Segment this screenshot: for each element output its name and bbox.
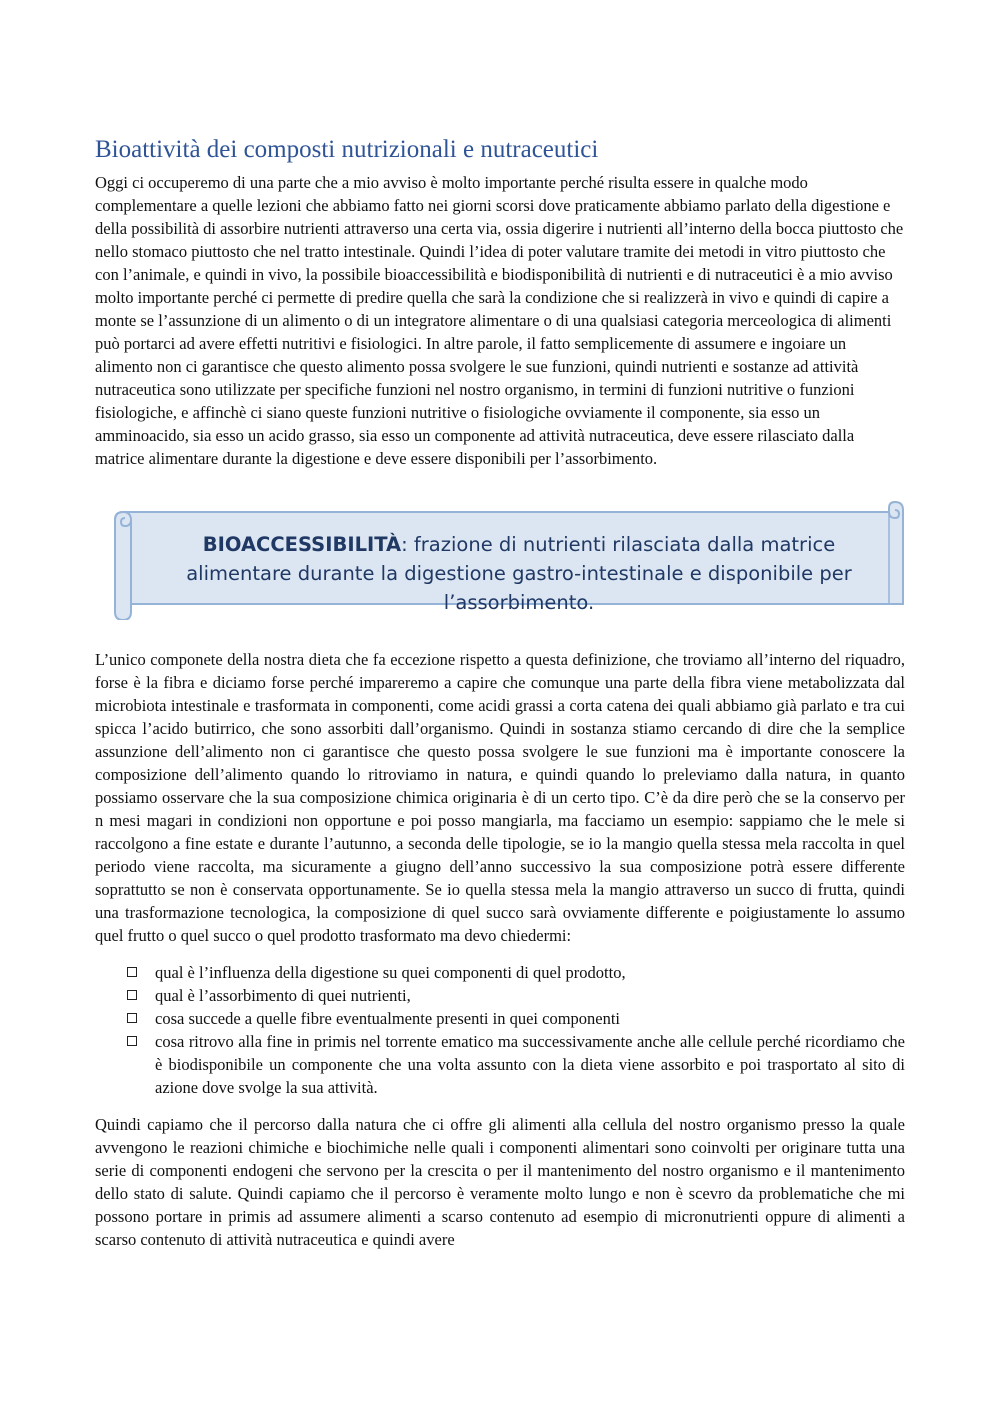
square-bullet-icon xyxy=(127,1013,137,1023)
list-item xyxy=(95,1030,905,1099)
final-paragraph: Quindi capiamo che il percorso dalla natura che ci offre gli alimenti alla cellula del nostro organismo presso la quale avvengono le reazioni chimiche e biochimiche nelle quali i componenti alimentari sono coinvolti per originare tutta una serie di componenti endogeni che servono per la crescita o per il mantenimento del nostro organismo e il mantenimento dello stato di salute. Quindi capiamo che il percorso è veramente molto lungo e non è scevro da problematiche che mi possono portare in primis ad assumere alimenti a scarso contenuto ad esempio di micronutrienti oppure di alimenti a scarso contenuto di attività nutraceutica e quindi avere xyxy=(95,1115,905,1249)
definition-scroll-box xyxy=(109,500,909,620)
square-bullet-icon xyxy=(127,967,137,977)
list-item xyxy=(95,1007,905,1030)
square-bullet-icon xyxy=(127,990,137,1000)
list-item-text: qual è l’assorbimento di quei nutrienti, xyxy=(155,986,411,1005)
question-list xyxy=(95,961,905,1099)
list-item xyxy=(95,984,905,1007)
definition-term: BIOACCESSIBILITÀ xyxy=(202,533,402,556)
list-item-text: cosa succede a quelle fibre eventualmente presenti in quei componenti xyxy=(155,1009,621,1028)
document-page xyxy=(95,135,905,1251)
list-item-text: qual è l’influenza della digestione su quei componenti di quel prodotto, xyxy=(155,963,626,982)
list-item-text: cosa ritrovo alla fine in primis nel torrente ematico ma successivamente anche alle cellule perché ricordiamo che è biodisponibile un componente che una volta assunto con la dieta viene assorbito e poi trasportato al sito di azione dove svolge la sua attività. xyxy=(155,1032,905,1097)
intro-paragraph: Oggi ci occuperemo di una parte che a mio avviso è molto importante perché risulta essere in qualche modo complementare a quelle lezioni che abbiamo fatto nei giorni scorsi dove praticamente abbiamo parlato della digestione e della possibilità di assorbire nutrienti attraverso una certa via, ossia digerire i nutrienti all’interno della bocca piuttosto che nello stomaco piuttosto che nel tratto intestinale. Quindi l’idea di poter valutare tramite dei metodi in vitro piuttosto che con l’animale, e quindi in vivo, la possibile bioaccessibilità e biodisponibilità di nutrienti e di nutraceutici è a mio avviso molto importante perché ci permette di predire quella che sarà la condizione che si realizzerà in vivo e quindi di capire a monte se l’assunzione di un alimento o di un integratore alimentare o di una qualsiasi categoria merceologica di alimenti può portarci ad avere effetti nutritivi e fisiologici. In altre parole, il fatto semplicemente di assumere e ingoiare un alimento non ci garantisce che questo alimento possa svolgere le sue funzioni, quindi nutrienti e sostanze ad attività nutraceutica sono utilizzate per specifiche funzioni nel nostro organismo, in termini di funzioni nutritive o funzioni fisiologiche, e affinchè ci siano queste funzioni nutritive o fisiologiche ovviamente il componente, sia esso un amminoacido, sia esso un acido grasso, sia esso un componente ad attività nutraceutica, deve essere rilasciato dalla matrice alimentare durante la digestione e deve essere disponibili per l’assorbimento. xyxy=(95,173,904,468)
second-paragraph: L’unico componete della nostra dieta che fa eccezione rispetto a questa definizione, che troviamo all’interno del riquadro, forse è la fibra e diciamo forse perché impareremo a capire che comunque una parte della fibra viene metabolizzata dal microbiota intestinale e trasformata in componenti, come acidi grassi a corta catena dei quali abbiamo già parlato e tra cui spicca l’acido butirrico, che sono assorbiti dall’organismo. Quindi in sostanza stiamo cercando di dire che la semplice assunzione dell’alimento non ci garantisce che questo possa svolgere le sue funzioni ma è importante conoscere la composizione dell’alimento quando lo ritroviamo in natura, e quindi quando lo preleviamo dalla natura, in quanto possiamo osservare che la sua composizione chimica originaria è di un certo tipo. C’è da dire però che se la conservo per n mesi magari in condizioni non opportune e poi posso mangiarla, ma facciamo un esempio: sappiamo che le mele si raccolgono a fine estate e durante l’autunno, a seconda delle tipologie, se io la mangio quella stessa mela raccolta in quel periodo viene raccolta, ma sicuramente a giugno dell’anno successivo la sua composizione potrà essere differente soprattutto se non è conservata opportunamente. Se io quella stessa mela la mangio attraverso un succo di frutta, quindi una trasformazione tecnologica, la composizione di quel succo sarà ovviamente differente e poigiustamente lo assumo quel frutto o quel succo o quel prodotto trasformato ma devo chiedermi: xyxy=(95,650,905,945)
list-item xyxy=(95,961,905,984)
square-bullet-icon xyxy=(127,1036,137,1046)
definition-text xyxy=(149,530,889,617)
document-title: Bioattività dei composti nutrizionali e nutraceutici xyxy=(95,136,599,163)
definition-body: : frazione di nutrienti rilasciata dalla matrice alimentare durante la digestione gastro-intestinale e disponibile per l’assorbimento. xyxy=(186,533,852,614)
